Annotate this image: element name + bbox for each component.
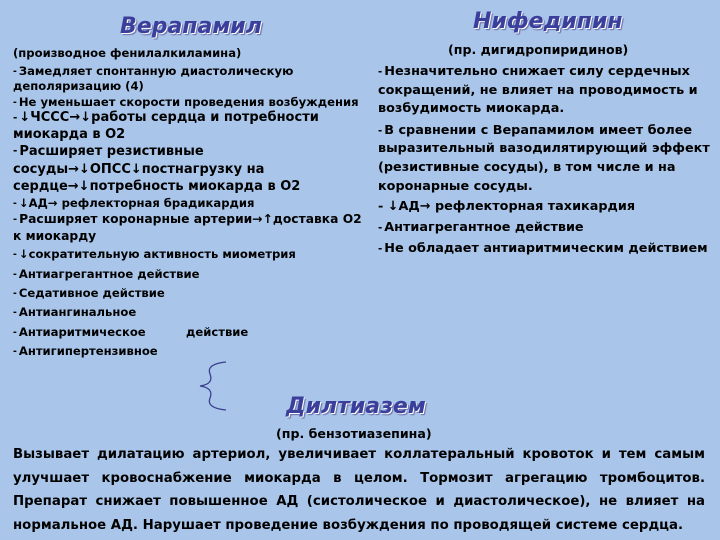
- verapamil-item: - Расширяет резистивные сосуды→↓ОПСС↓постнагрузку на сердце→↓потребность миокарда в О2: [13, 144, 301, 195]
- diltiazem-description: Вызывает дилатацию артериол, увеличивает коллатеральный кровоток и тем самым улучшает кровоснабжение миокарда в целом. Тормозит агрегацию тромбоцитов. Препарат снижает повышенное АД (систолическое и диастолическое), не влияет на нормальное АД. Нарушает проведение возбуждения по проводящей системе сердца.: [13, 447, 705, 533]
- diltiazem-subtitle: (пр. бензотиазепина): [276, 426, 432, 441]
- nifedipine-item: - Не обладает антиаритмическим действием: [378, 241, 708, 257]
- verapamil-item: - Антиангинальное: [13, 305, 137, 320]
- diltiazem-title: Дилтиазем: [286, 394, 426, 419]
- verapamil-item: - ↓сократительную активность миометрия: [13, 247, 296, 262]
- nifedipine-item: - Незначительно снижает силу сердечных сокращений, не влияет на проводимость и возбудимость миокарда.: [378, 64, 698, 117]
- verapamil-item: - ↓ЧССС→↓работы сердца и потребности миокарда в О2: [13, 110, 319, 142]
- verapamil-item: - Седативное действие: [13, 285, 165, 300]
- verapamil-subtitle: (производное фенилалкиламина): [13, 46, 242, 60]
- brace-connector: [196, 360, 230, 412]
- verapamil-item: - Расширяет коронарные артерии→↑доставка О2 к миокарду: [13, 212, 362, 244]
- verapamil-item: - Антиаритмическое действие: [13, 324, 249, 339]
- verapamil-title: Верапамил: [120, 14, 262, 39]
- nifedipine-list: [378, 63, 714, 259]
- verapamil-item: - Антиагрегантное действие: [13, 266, 200, 281]
- nifedipine-item: - ↓АД→ рефлекторная тахикардия: [378, 199, 636, 215]
- verapamil-item: - ↓АД→ рефлекторная брадикардия: [13, 195, 255, 210]
- verapamil-item: - Не уменьшает скорости проведения возбуждения: [13, 94, 359, 109]
- nifedipine-title: Нифедипин: [473, 9, 623, 34]
- verapamil-item: - Антигипертензивное: [13, 344, 158, 359]
- nifedipine-item: - В сравнении с Верапамилом имеет более выразительный вазодилятирующий эффект (резистивные сосуды), в том числе и на коронарные сосуды.: [378, 122, 710, 194]
- nifedipine-subtitle: (пр. дигидропиридинов): [448, 42, 629, 57]
- verapamil-list: [13, 64, 363, 360]
- verapamil-item: - Замедляет спонтанную диастолическую деполяризацию (4): [13, 64, 294, 94]
- nifedipine-item: - Антиагрегантное действие: [378, 219, 584, 235]
